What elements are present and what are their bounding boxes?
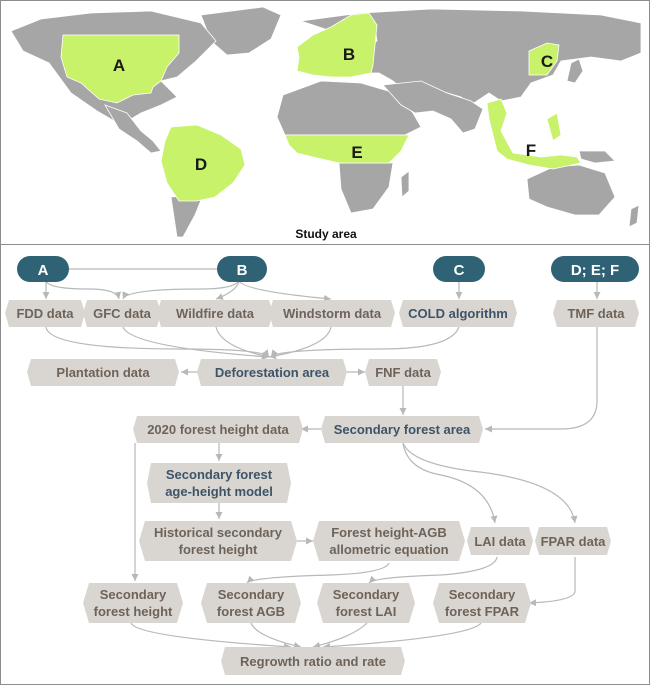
node-sf-agb-line1: Secondary bbox=[217, 587, 285, 602]
region-label-f: F bbox=[525, 141, 537, 160]
pill-region-c-label: C bbox=[453, 262, 465, 279]
pill-region-def bbox=[551, 256, 639, 282]
land-new-guinea bbox=[579, 151, 615, 163]
pill-region-b bbox=[217, 256, 267, 282]
node-sf-lai-line1: Secondary bbox=[332, 587, 400, 602]
region-label-e: E bbox=[351, 143, 363, 162]
node-fdd: FDD data bbox=[16, 306, 74, 321]
node-hist-height-line2: forest height bbox=[178, 542, 258, 557]
node-allometric-line2: allometric equation bbox=[329, 542, 449, 557]
arrow-sf-lai-regrowth bbox=[313, 623, 367, 647]
land-australia bbox=[527, 165, 615, 215]
region-e-area bbox=[285, 135, 409, 163]
arrow-wildfire-deforestation bbox=[216, 327, 269, 357]
node-fnf: FNF data bbox=[375, 365, 431, 380]
pill-region-a-label: A bbox=[37, 262, 49, 279]
pill-region-b-label: B bbox=[236, 262, 248, 279]
node-plantation: Plantation data bbox=[56, 365, 150, 380]
node-age-model-line1: Secondary forest bbox=[165, 467, 273, 482]
study-area-map-panel bbox=[0, 0, 650, 245]
node-sf-fpar-line1: Secondary bbox=[448, 587, 516, 602]
arrow-tmf-secondary-area bbox=[485, 327, 597, 429]
node-sf-height-line1: Secondary bbox=[99, 587, 167, 602]
pill-region-def-label: D; E; F bbox=[570, 262, 620, 279]
methodology-flowchart bbox=[1, 245, 649, 684]
node-sf-fpar-line2: forest FPAR bbox=[444, 604, 520, 619]
node-secondary-area: Secondary forest area bbox=[333, 422, 471, 437]
arrow-cold-deforestation bbox=[271, 327, 459, 357]
node-sf-height-line2: forest height bbox=[93, 604, 173, 619]
arrow-secondary-area-lai bbox=[403, 443, 495, 523]
node-tmf: TMF data bbox=[567, 306, 625, 321]
node-sf-agb-line2: forest AGB bbox=[216, 604, 286, 619]
map-caption: Study area bbox=[295, 227, 357, 241]
node-regrowth: Regrowth ratio and rate bbox=[240, 654, 386, 669]
arrow-secondary-area-fpar bbox=[403, 443, 575, 523]
land-new-zealand bbox=[629, 205, 639, 227]
arrow-a-gfc bbox=[46, 281, 119, 299]
arrow-sf-height-regrowth bbox=[131, 623, 291, 647]
arrow-fpar-sf-fpar bbox=[529, 557, 575, 603]
methodology-flowchart-panel bbox=[0, 244, 650, 685]
node-age-model-line2: age-height model bbox=[165, 484, 273, 499]
arrow-allometric-sf-agb bbox=[247, 563, 389, 583]
region-label-a: A bbox=[112, 56, 126, 75]
node-deforestation: Deforestation area bbox=[214, 365, 330, 380]
node-height2020: 2020 forest height data bbox=[147, 422, 289, 437]
land-africa-south bbox=[339, 163, 393, 213]
node-cold: COLD algorithm bbox=[408, 306, 508, 321]
arrow-sf-agb-regrowth bbox=[251, 623, 301, 647]
node-hist-height-line1: Historical secondary bbox=[154, 525, 282, 540]
node-sf-lai-line2: forest LAI bbox=[335, 604, 397, 619]
node-wildfire: Wildfire data bbox=[176, 306, 254, 321]
arrow-windstorm-deforestation bbox=[269, 327, 331, 357]
land-greenland bbox=[201, 7, 281, 55]
region-label-c: C bbox=[540, 52, 554, 71]
node-windstorm: Windstorm data bbox=[282, 306, 382, 321]
node-lai: LAI data bbox=[474, 534, 526, 549]
arrow-sf-fpar-regrowth bbox=[323, 623, 481, 647]
arrow-fdd-deforestation bbox=[46, 327, 269, 357]
pill-region-c bbox=[433, 256, 485, 282]
arrow-b-windstorm bbox=[239, 281, 331, 299]
world-map bbox=[1, 1, 649, 244]
node-fpar: FPAR data bbox=[540, 534, 606, 549]
region-label-b: B bbox=[342, 45, 356, 64]
region-label-d: D bbox=[194, 155, 208, 174]
node-gfc: GFC data bbox=[93, 306, 151, 321]
land-madagascar bbox=[401, 171, 409, 197]
arrow-gfc-deforestation bbox=[123, 327, 269, 357]
land-japan bbox=[567, 59, 583, 83]
node-allometric-line1: Forest height-AGB bbox=[331, 525, 447, 540]
pill-region-a bbox=[17, 256, 69, 282]
region-f-area-islands bbox=[547, 113, 561, 141]
